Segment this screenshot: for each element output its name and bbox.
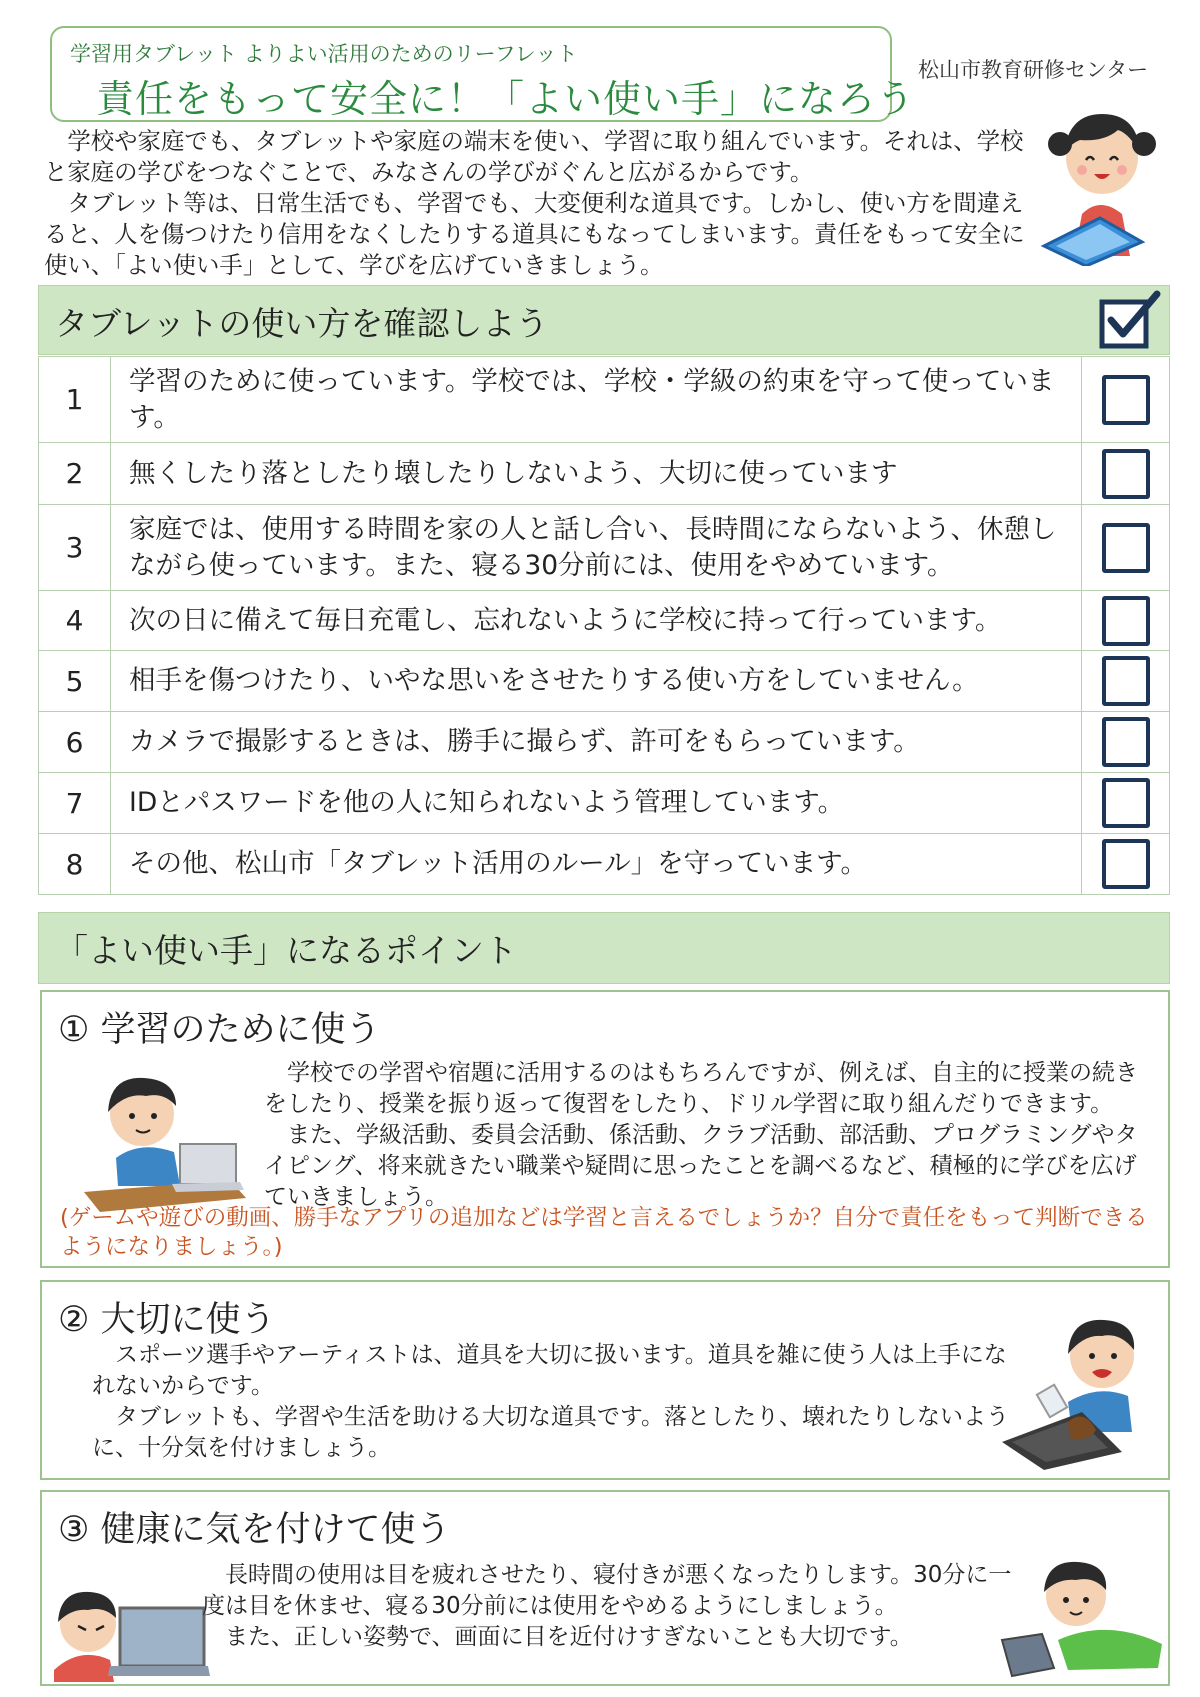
lying-child-laptop-illustration xyxy=(998,1548,1166,1680)
point-1-title: ① 学習のために使う xyxy=(58,1010,381,1050)
item-number: 1 xyxy=(39,357,111,443)
point-2-body xyxy=(92,1340,1022,1464)
checkbox-cell xyxy=(1082,443,1170,505)
intro-paragraph: タブレット等は、日常生活でも、学習でも、大変便利な道具です。しかし、使い方を間違えると、人を傷つけたり信用をなくしたりする道具にもなってしまいます。責任をもって安全に使い、「よい使い手」として、学びを広げていきましょう。 xyxy=(44,189,1025,279)
leaflet-title: 責任をもって安全に！「よい使い手」になろう xyxy=(96,77,916,121)
point-1-panel xyxy=(40,990,1170,1268)
checklist-row xyxy=(39,591,1170,651)
point-1-paragraph: また、学級活動、委員会活動、係活動、クラブ活動、部活動、プログラミングやタイピング、将来就きたい職業や疑問に思ったことを調べるなど、積極的に学びを広げていきましょう。 xyxy=(264,1122,1138,1210)
checklist-row xyxy=(39,773,1170,834)
point-2-panel xyxy=(40,1280,1170,1480)
empty-checkbox-icon[interactable] xyxy=(1102,778,1150,828)
checkbox-cell xyxy=(1082,591,1170,651)
item-text: カメラで撮影するときは、勝手に撮らず、許可をもらっています。 xyxy=(111,712,1082,773)
checkbox-cell xyxy=(1082,651,1170,712)
item-text: 相手を傷つけたり、いやな思いをさせたりする使い方をしていません。 xyxy=(111,651,1082,712)
empty-checkbox-icon[interactable] xyxy=(1102,523,1150,573)
point-1-body xyxy=(264,1058,1154,1213)
checklist-row xyxy=(39,651,1170,712)
boy-at-laptop-illustration xyxy=(80,1062,250,1212)
checkbox-cell xyxy=(1082,505,1170,591)
checked-box-icon xyxy=(1099,290,1161,350)
point-3-paragraph: また、正しい姿勢で、画面に目を近付けすぎないことも大切です。 xyxy=(225,1624,913,1650)
tired-child-laptop-illustration xyxy=(50,1574,210,1682)
item-number: 4 xyxy=(39,591,111,651)
spilled-drink-illustration xyxy=(998,1292,1168,1472)
item-number: 6 xyxy=(39,712,111,773)
item-number: 5 xyxy=(39,651,111,712)
checkbox-cell xyxy=(1082,773,1170,834)
point-1-note: (ゲームや遊びの動画、勝手なアプリの追加などは学習と言えるでしょうか？自分で責任をもって判断できるようになりましょう。) xyxy=(60,1205,1148,1260)
item-number: 8 xyxy=(39,834,111,895)
item-text: 家庭では、使用する時間を家の人と話し合い、長時間にならないよう、休憩しながら使っています。また、寝る30分前には、使用をやめています。 xyxy=(111,505,1082,591)
item-text: その他、松山市「タブレット活用のルール」を守っています。 xyxy=(111,834,1082,895)
intro-text xyxy=(44,126,1034,281)
points-section-header xyxy=(38,912,1170,984)
checklist-row xyxy=(39,505,1170,591)
title-box xyxy=(50,26,916,122)
leaflet-subtitle: 学習用タブレット よりよい活用のためのリーフレット xyxy=(70,42,578,66)
empty-checkbox-icon[interactable] xyxy=(1102,839,1150,889)
point-3-paragraph: 長時間の使用は目を疲れさせたり、寝付きが悪くなったりします。30分に一度は目を休ませ、寝る30分前には使用をやめるようにしましょう。 xyxy=(202,1562,1012,1619)
checkbox-cell xyxy=(1082,357,1170,443)
points-heading: 「よい使い手」になるポイント xyxy=(55,931,517,970)
empty-checkbox-icon[interactable] xyxy=(1102,656,1150,706)
point-2-paragraph: タブレットも、学習や生活を助ける大切な道具です。落としたり、壊れたりしないように、十分気を付けましょう。 xyxy=(92,1404,1010,1461)
point-2-title: ② 大切に使う xyxy=(58,1300,276,1340)
point-1-paragraph: 学校での学習や宿題に活用するのはもちろんですが、例えば、自主的に授業の続きをしたり、授業を振り返って復習をしたり、ドリル学習に取り組んだりできます。 xyxy=(264,1060,1138,1117)
checkbox-cell xyxy=(1082,712,1170,773)
checkbox-cell xyxy=(1082,834,1170,895)
item-number: 7 xyxy=(39,773,111,834)
point-3-title: ③ 健康に気を付けて使う xyxy=(58,1510,451,1550)
organization-name: 松山市教育研修センター xyxy=(918,58,1149,82)
point-3-body xyxy=(202,1560,1022,1653)
checklist-heading: タブレットの使い方を確認しよう xyxy=(55,304,549,343)
point-2-paragraph: スポーツ選手やアーティストは、道具を大切に扱います。道具を雑に使う人は上手になれないからです。 xyxy=(92,1342,1007,1399)
point-3-panel xyxy=(40,1490,1170,1686)
empty-checkbox-icon[interactable] xyxy=(1102,375,1150,425)
checklist-row xyxy=(39,712,1170,773)
checklist-table xyxy=(38,356,1170,895)
checklist-row xyxy=(39,834,1170,895)
empty-checkbox-icon[interactable] xyxy=(1102,449,1150,499)
empty-checkbox-icon[interactable] xyxy=(1102,717,1150,767)
checklist-row xyxy=(39,443,1170,505)
checklist-section-header xyxy=(38,285,1170,355)
intro-paragraph: 学校や家庭でも、タブレットや家庭の端末を使い、学習に取り組んでいます。それは、学校と家庭の学びをつなぐことで、みなさんの学びがぐんと広がるからです。 xyxy=(44,127,1024,186)
item-text: IDとパスワードを他の人に知られないよう管理しています。 xyxy=(111,773,1082,834)
item-number: 3 xyxy=(39,505,111,591)
girl-with-tablet-illustration xyxy=(1030,96,1170,266)
item-text: 学習のために使っています。学校では、学校・学級の約束を守って使っています。 xyxy=(111,357,1082,443)
item-number: 2 xyxy=(39,443,111,505)
checklist-row xyxy=(39,357,1170,443)
item-text: 次の日に備えて毎日充電し、忘れないように学校に持って行っています。 xyxy=(111,591,1082,651)
item-text: 無くしたり落としたり壊したりしないよう、大切に使っています xyxy=(111,443,1082,505)
empty-checkbox-icon[interactable] xyxy=(1102,596,1150,646)
